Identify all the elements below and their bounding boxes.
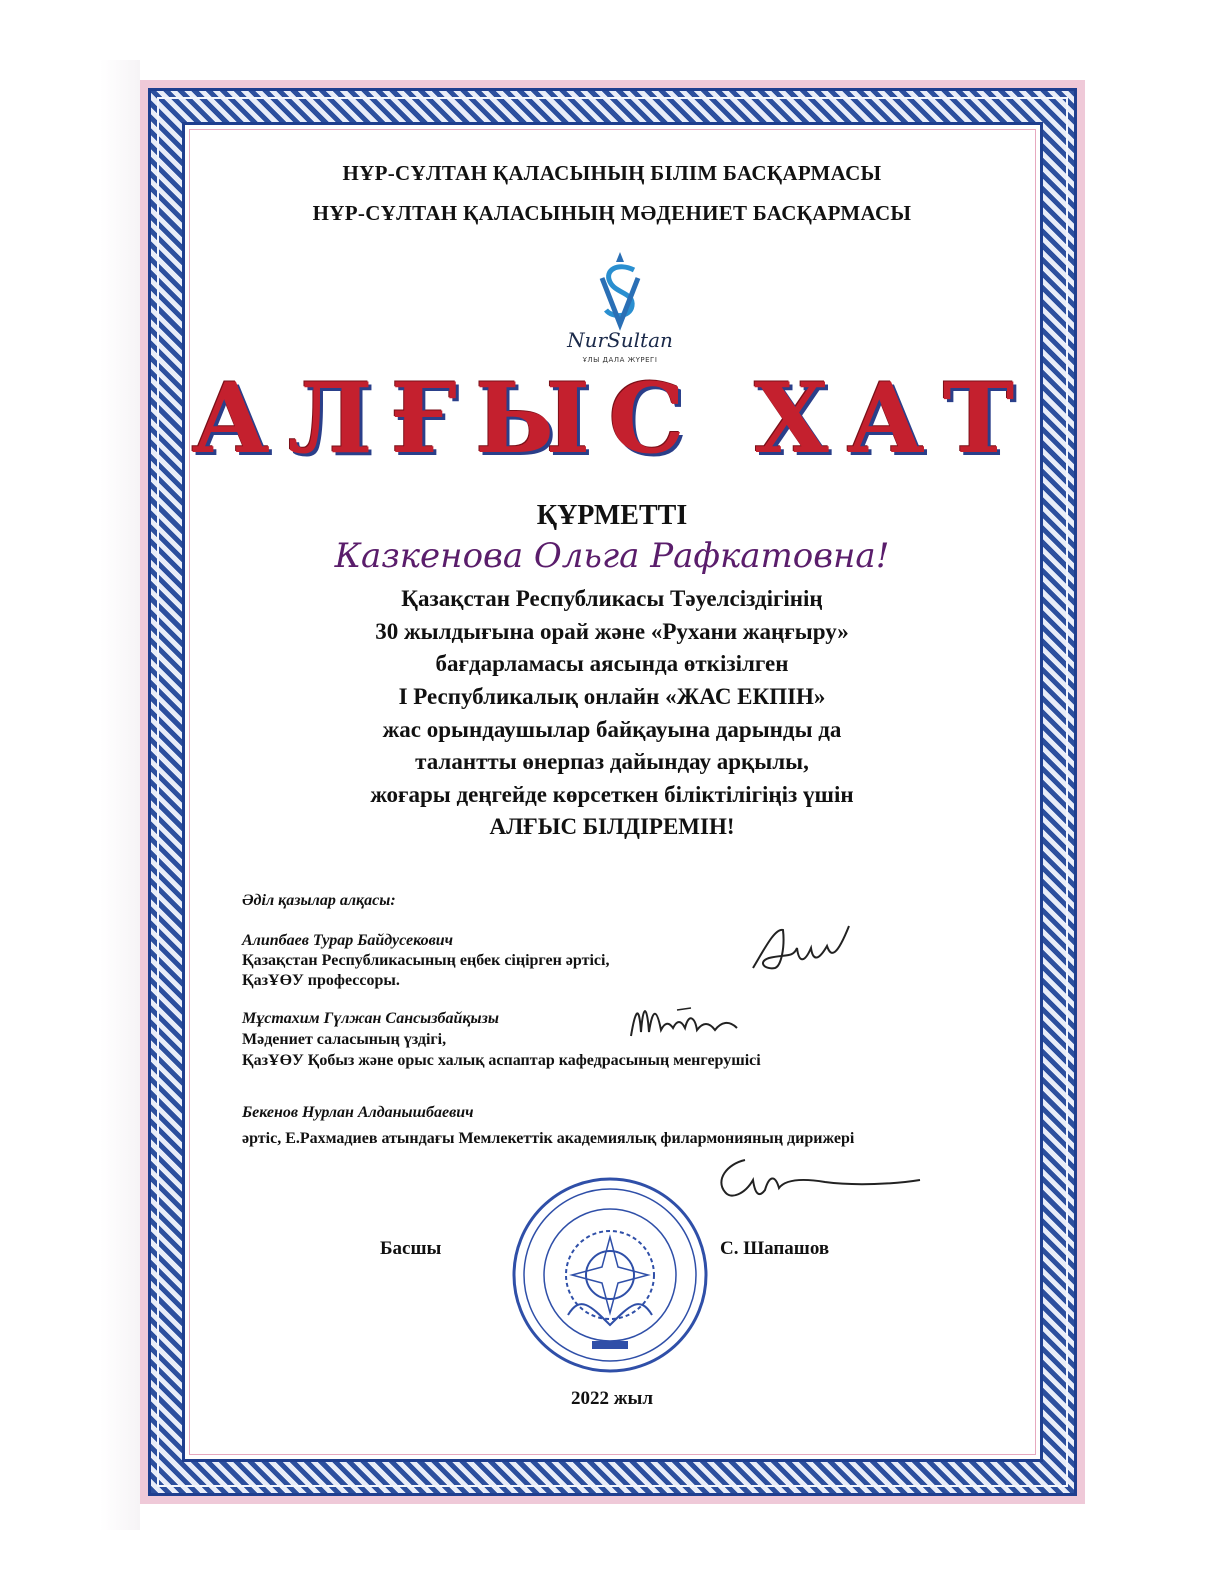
jury-member-name: Алипбаев Турар Байдусекович	[242, 932, 454, 949]
body-line: І Республикалық онлайн «ЖАС ЕКПІН»	[398, 684, 826, 709]
body-line: жоғары деңгейде көрсеткен біліктілігіңіз үшін	[370, 782, 854, 807]
jury-member-role: Мәдениет саласының үздігі,	[242, 1031, 447, 1048]
body-line: 30 жылдығына орай және «Рухани жаңғыру»	[375, 619, 849, 644]
header-education-dept: НҰР-СҰЛТАН ҚАЛАСЫНЫҢ БІЛІМ БАСҚАРМАСЫ	[342, 161, 882, 185]
jury-member-role: ҚазҰӨУ Қобыз және орыс халық аспаптар кафедрасының менгерушісі	[242, 1052, 761, 1069]
signature-1-icon	[745, 918, 865, 978]
head-name: С. Шапашов	[720, 1238, 830, 1259]
jury-member-role: ҚазҰӨУ профессоры.	[242, 972, 400, 989]
jury-member-name: Мұстахим Гүлжан Сансызбайқызы	[242, 1010, 499, 1027]
issue-year: 2022 жыл	[570, 1388, 654, 1409]
body-line: Қазақстан Республикасы Тәуелсіздігінің	[401, 586, 823, 611]
body-line: бағдарламасы аясында өткізілген	[435, 651, 789, 676]
city-emblem-icon	[560, 248, 680, 333]
jury-member-role: Қазақстан Республикасының еңбек сіңірген әртісі,	[242, 952, 610, 969]
greeting-respected: ҚҰРМЕТТІ	[536, 500, 688, 531]
recipient-name: Казкенова Ольга Рафкатовна!	[334, 536, 890, 576]
body-line: жас орындаушылар байқауына дарынды да	[382, 717, 842, 742]
certificate-title: АЛҒЫС ХАТ	[191, 362, 1033, 475]
logo-slogan: ҰЛЫ ДАЛА ЖҮРЕГІ	[582, 356, 658, 364]
header-culture-dept: НҰР-СҰЛТАН ҚАЛАСЫНЫҢ МӘДЕНИЕТ БАСҚАРМАСЫ	[312, 201, 912, 225]
signature-2-icon	[625, 992, 745, 1047]
logo-wordmark: NurSultan	[567, 328, 673, 352]
official-seal-icon	[510, 1175, 710, 1375]
jury-heading: Әділ қазылар алқасы:	[242, 892, 396, 909]
nursultan-logo	[560, 248, 680, 373]
body-line-closing: АЛҒЫС БІЛДІРЕМІН!	[489, 814, 735, 839]
signature-head-icon	[705, 1150, 925, 1210]
jury-member-name: Бекенов Нурлан Алданышбаевич	[242, 1104, 474, 1121]
body-line: талантты өнерпаз дайындау арқылы,	[415, 749, 809, 774]
head-label: Басшы	[380, 1238, 442, 1259]
jury-member-role: әртіс, Е.Рахмадиев атындағы Мемлекеттік академиялық филармонияның дирижері	[242, 1130, 855, 1147]
